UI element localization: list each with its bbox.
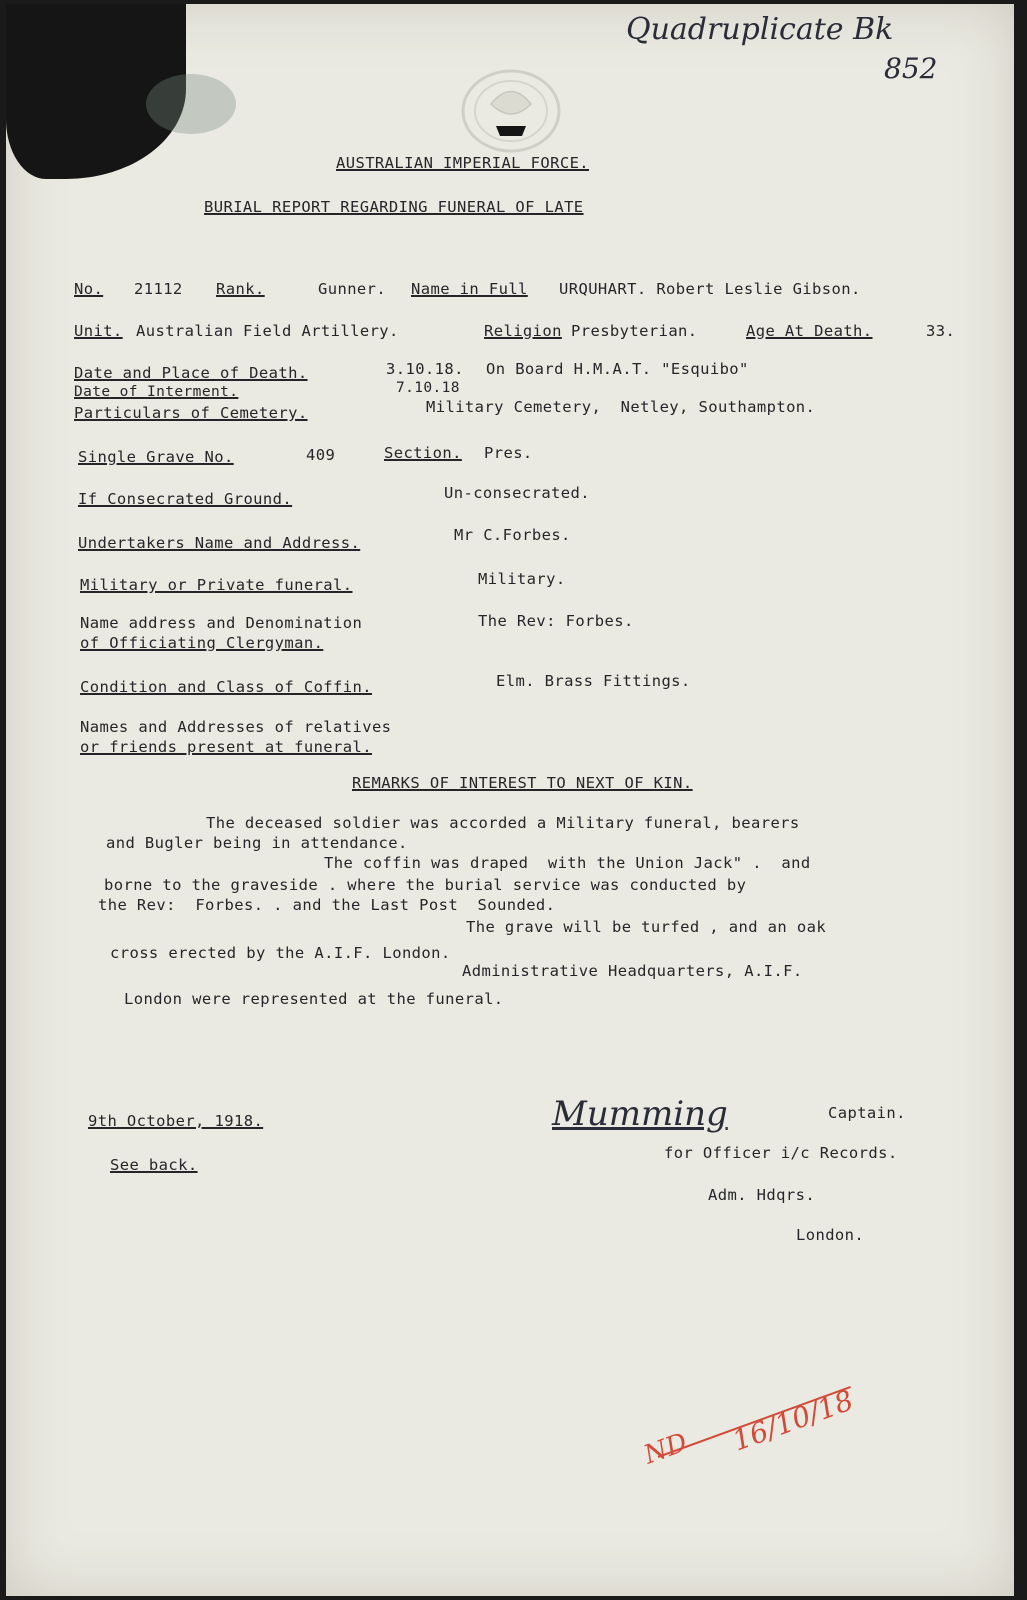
remarks-line: and Bugler being in attendance. xyxy=(106,834,408,852)
label-consecrated: If Consecrated Ground. xyxy=(78,490,293,508)
remarks-line: The coffin was draped with the Union Jack" . and xyxy=(324,854,811,872)
embossed-seal-icon xyxy=(456,64,566,159)
label-clergy-1: Name address and Denomination xyxy=(80,614,363,632)
label-rank: Rank. xyxy=(216,280,265,298)
value-coffin: Elm. Brass Fittings. xyxy=(496,672,691,690)
value-cemetery: Military Cemetery, Netley, Southampton. xyxy=(426,398,816,416)
label-grave: Single Grave No. xyxy=(78,448,234,466)
label-religion: Religion xyxy=(484,322,562,340)
remarks-line: Administrative Headquarters, A.I.F. xyxy=(462,962,803,980)
water-stain xyxy=(146,74,236,134)
red-initials: ND xyxy=(640,1427,692,1471)
document-page xyxy=(6,4,1014,1596)
report-date: 9th October, 1918. xyxy=(88,1112,264,1130)
value-interment: 7.10.18 xyxy=(396,380,460,396)
heading-title: BURIAL REPORT REGARDING FUNERAL OF LATE xyxy=(204,198,584,216)
label-name: Name in Full xyxy=(411,280,528,298)
label-cemetery: Particulars of Cemetery. xyxy=(74,404,308,422)
remarks-line: the Rev: Forbes. . and the Last Post Sounded. xyxy=(98,896,556,914)
label-undertaker: Undertakers Name and Address. xyxy=(78,534,361,552)
value-name: URQUHART. Robert Leslie Gibson. xyxy=(559,280,861,298)
label-interment: Date of Interment. xyxy=(74,384,239,400)
signatory-office: for Officer i/c Records. xyxy=(664,1144,898,1162)
label-relatives-1: Names and Addresses of relatives xyxy=(80,718,392,736)
label-unit: Unit. xyxy=(74,322,123,340)
value-grave: 409 xyxy=(306,446,336,464)
remarks-line: cross erected by the A.I.F. London. xyxy=(110,944,451,962)
label-section: Section. xyxy=(384,444,462,462)
signatory-hq: Adm. Hdqrs. xyxy=(708,1186,816,1204)
signature: Mumming xyxy=(552,1094,728,1134)
signatory-city: London. xyxy=(796,1226,865,1244)
value-section: Pres. xyxy=(484,444,533,462)
value-clergy: The Rev: Forbes. xyxy=(478,612,634,630)
label-clergy-2: of Officiating Clergyman. xyxy=(80,634,324,652)
signatory-rank: Captain. xyxy=(828,1104,906,1122)
remarks-line: The grave will be turfed , and an oak xyxy=(466,918,827,936)
value-death-date: 3.10.18. xyxy=(386,360,464,378)
value-funeral: Military. xyxy=(478,570,566,588)
label-death: Date and Place of Death. xyxy=(74,364,308,382)
value-death-place: On Board H.M.A.T. "Esquibo" xyxy=(486,360,749,378)
value-religion: Presbyterian. xyxy=(571,322,698,340)
value-unit: Australian Field Artillery. xyxy=(136,322,399,340)
value-no: 21112 xyxy=(134,280,183,298)
remarks-line: borne to the graveside . where the burial service was conducted by xyxy=(104,876,747,894)
label-relatives-2: or friends present at funeral. xyxy=(80,738,372,756)
remarks-line: The deceased soldier was accorded a Military funeral, bearers xyxy=(206,814,800,832)
heading-org: AUSTRALIAN IMPERIAL FORCE. xyxy=(336,154,590,172)
annotation-quadruplicate: Quadruplicate Bk xyxy=(626,12,894,47)
value-age: 33. xyxy=(926,322,956,340)
label-no: No. xyxy=(74,280,104,298)
annotation-number: 852 xyxy=(884,52,938,85)
value-consecrated: Un-consecrated. xyxy=(444,484,590,502)
remarks-heading: REMARKS OF INTEREST TO NEXT OF KIN. xyxy=(352,774,693,792)
label-age: Age At Death. xyxy=(746,322,873,340)
label-coffin: Condition and Class of Coffin. xyxy=(80,678,372,696)
red-date: 16/10/18 xyxy=(728,1383,858,1458)
label-funeral: Military or Private funeral. xyxy=(80,576,353,594)
remarks-line: London were represented at the funeral. xyxy=(124,990,504,1008)
value-undertaker: Mr C.Forbes. xyxy=(454,526,571,544)
see-back-note: See back. xyxy=(110,1156,198,1174)
value-rank: Gunner. xyxy=(318,280,387,298)
